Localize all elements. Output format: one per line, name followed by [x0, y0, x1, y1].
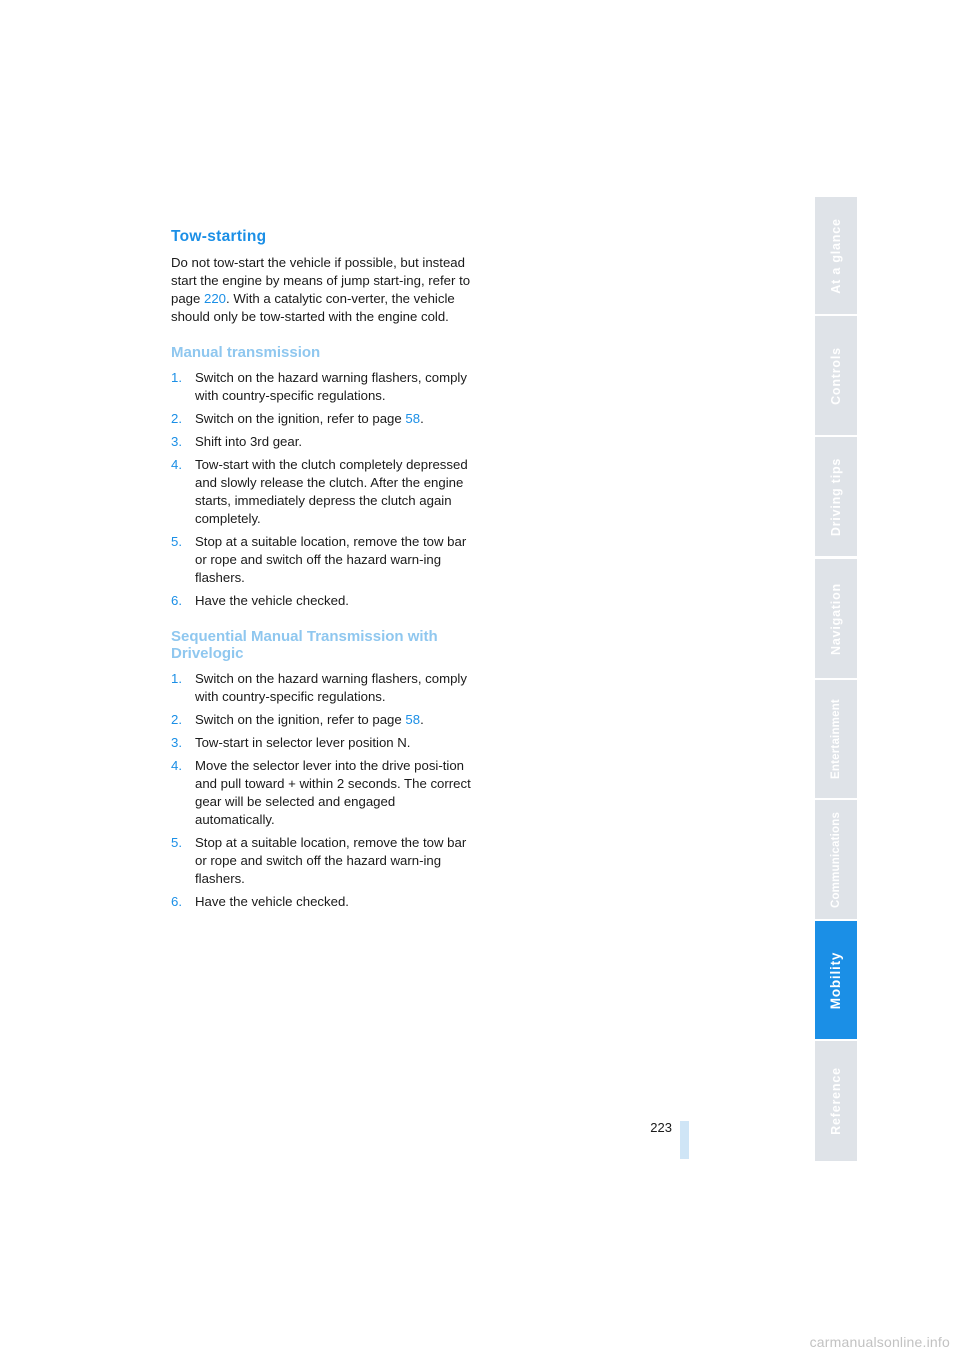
step-text: Shift into 3rd gear. — [195, 434, 303, 449]
page-link-58[interactable]: 58 — [405, 712, 421, 727]
side-tab-entertainment[interactable] — [815, 680, 857, 798]
step-item — [171, 592, 471, 610]
smg-steps — [171, 670, 471, 911]
step-number: 4. — [171, 457, 182, 472]
manual-transmission-steps — [171, 369, 471, 610]
step-item — [171, 410, 471, 428]
tow-starting-heading: Tow-starting — [171, 228, 267, 245]
page-number: 223 — [650, 1120, 672, 1135]
step-text: Switch on the ignition, refer to page — [195, 411, 406, 426]
step-number: 3. — [171, 735, 182, 750]
side-tab-label: Navigation — [829, 582, 843, 655]
tow-starting-paragraph — [171, 254, 471, 326]
side-tab-label: At a glance — [829, 217, 843, 294]
manual-transmission-heading: Manual transmission — [171, 344, 321, 361]
side-tab-label: Reference — [829, 1067, 843, 1135]
step-text-after: . — [420, 411, 424, 426]
side-tab-label: Entertainment — [830, 699, 843, 779]
step-number: 3. — [171, 434, 182, 449]
side-tab-mobility[interactable] — [815, 921, 857, 1039]
step-item — [171, 456, 471, 528]
step-number: 5. — [171, 835, 182, 850]
page-content — [171, 228, 471, 916]
step-number: 6. — [171, 894, 182, 909]
side-tab-controls[interactable] — [815, 316, 857, 435]
step-text-after: . — [420, 712, 424, 727]
step-number: 2. — [171, 712, 182, 727]
page-link-220[interactable]: 220 — [204, 291, 227, 306]
tow-starting-text-before: Do not tow-start the vehicle if possible, but instead start the engine by means of jump start-ing, refer to page — [171, 255, 471, 306]
side-tab-label: Controls — [829, 346, 844, 405]
step-text: Have the vehicle checked. — [195, 593, 349, 608]
step-text: Switch on the ignition, refer to page — [195, 712, 406, 727]
side-nav-tabs — [815, 197, 857, 1161]
step-item — [171, 711, 471, 729]
watermark: carmanualsonline.info — [809, 1334, 950, 1350]
step-number: 1. — [171, 370, 182, 385]
side-tab-label: Communications — [830, 811, 842, 908]
step-item — [171, 369, 471, 405]
step-text: Tow-start with the clutch completely depressed and slowly release the clutch. After the engine starts, immediately depress the clutch again completely. — [195, 457, 468, 526]
tow-starting-text-after: . With a catalytic con-verter, the vehicle should only be tow-started with the engine cold. — [171, 291, 455, 324]
step-item — [171, 433, 471, 451]
step-number: 4. — [171, 758, 182, 773]
step-text: Switch on the hazard warning flashers, comply with country-specific regulations. — [195, 370, 467, 403]
side-tab-label: Driving tips — [829, 457, 844, 536]
step-text: Move the selector lever into the drive posi-tion and pull toward + within 2 seconds. The correct gear will be selected and engaged automatically. — [195, 758, 471, 827]
step-number: 6. — [171, 593, 182, 608]
step-text: Tow-start in selector lever position N. — [195, 735, 411, 750]
page-link-58[interactable]: 58 — [405, 411, 421, 426]
step-item — [171, 670, 471, 706]
side-tab-reference[interactable] — [815, 1041, 857, 1161]
side-tab-at-a-glance[interactable] — [815, 197, 857, 314]
step-number: 2. — [171, 411, 182, 426]
step-item — [171, 834, 471, 888]
step-number: 1. — [171, 671, 182, 686]
step-number: 5. — [171, 534, 182, 549]
step-item — [171, 757, 471, 829]
step-text: Stop at a suitable location, remove the tow bar or rope and switch off the hazard warn-ing flashers. — [195, 534, 467, 585]
side-tab-navigation[interactable] — [815, 559, 857, 678]
side-tab-label: Mobility — [828, 951, 844, 1009]
step-item — [171, 533, 471, 587]
step-item — [171, 734, 471, 752]
step-text: Switch on the hazard warning flashers, comply with country-specific regulations. — [195, 671, 467, 704]
step-item — [171, 893, 471, 911]
side-tab-driving-tips[interactable] — [815, 437, 857, 556]
side-tab-communications[interactable] — [815, 800, 857, 919]
step-text: Stop at a suitable location, remove the tow bar or rope and switch off the hazard warn-ing flashers. — [195, 835, 467, 886]
smg-heading: Sequential Manual Transmission with Drivelogic — [171, 628, 438, 662]
page-marker — [680, 1121, 689, 1159]
step-text: Have the vehicle checked. — [195, 894, 349, 909]
